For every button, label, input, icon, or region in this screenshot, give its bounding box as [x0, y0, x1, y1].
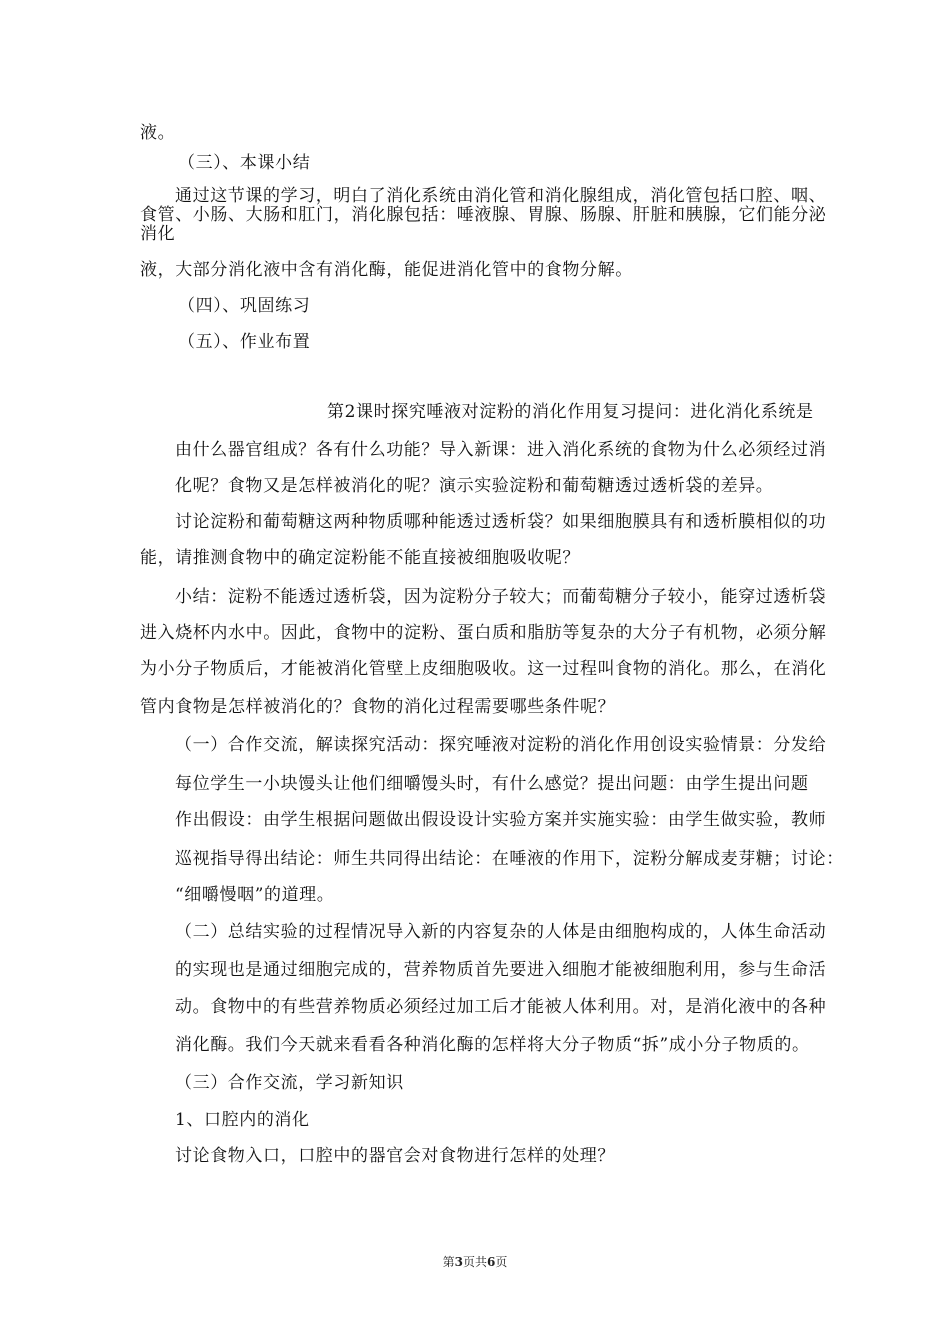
lesson-title-line: 第2课时探究唾液对淀粉的消化作用复习提问：进化消化系统是 [327, 402, 814, 422]
text-line: 每位学生一小块馒头让他们细嚼馒头时，有什么感觉？提出问题：由学生提出问题 [175, 774, 809, 794]
text-line: 消化 [140, 224, 176, 244]
section-heading: （五）、作业布置 [178, 332, 311, 352]
text-line: 化呢？食物又是怎样被消化的呢？演示实验淀粉和葡萄糖透过透析袋的差异。 [175, 476, 774, 496]
subsection-heading: 1、口腔内的消化 [175, 1110, 310, 1130]
text-line: 作出假设：由学生根据问题做出假设设计实验方案并实施实验：由学生做实验，教师 [175, 810, 827, 830]
text-line: （一）合作交流，解读探究活动：探究唾液对淀粉的消化作用创设实验情景：分发给 [175, 735, 827, 755]
section-heading: （三）合作交流，学习新知识 [175, 1073, 404, 1093]
text-line: 讨论食物入口，口腔中的器官会对食物进行怎样的处理？ [175, 1146, 615, 1166]
text-line: 巡视指导得出结论：师生共同得出结论：在唾液的作用下，淀粉分解成麦芽糖；讨论： [175, 849, 844, 869]
text-line: 由什么器官组成？各有什么功能？导入新课：进入消化系统的食物为什么必须经过消 [175, 440, 827, 460]
text-line: 管内食物是怎样被消化的？食物的消化过程需要哪些条件呢？ [140, 697, 616, 717]
text-line: 液，大部分消化液中含有消化酶，能促进消化管中的食物分解。 [140, 260, 633, 280]
text-line: 讨论淀粉和葡萄糖这两种物质哪种能透过透析袋？如果细胞膜具有和透析膜相似的功 [175, 512, 827, 532]
text-line: 液。 [140, 123, 176, 143]
text-line: 动。食物中的有些营养物质必须经过加工后才能被人体利用。对，是消化液中的各种 [175, 997, 827, 1017]
text-line: 小结：淀粉不能透过透析袋，因为淀粉分子较大；而葡萄糖分子较小，能穿过透析袋 [175, 587, 827, 607]
text-line: 通过这节课的学习，明白了消化系统由消化管和消化腺组成，消化管包括口腔、咽、 [175, 186, 827, 206]
text-line: 食管、小肠、大肠和肛门，消化腺包括：唾液腺、胃腺、肠腺、肝脏和胰腺，它们能分泌 [140, 205, 827, 225]
footer-suffix: 页 [495, 1255, 508, 1269]
footer-page-number: 3 [454, 1255, 463, 1269]
section-heading: （四）、巩固练习 [178, 296, 311, 316]
footer-total-pages: 6 [487, 1255, 496, 1269]
text-line: （二）总结实验的过程情况导入新的内容复杂的人体是由细胞构成的，人体生命活动 [175, 922, 827, 942]
text-line: 为小分子物质后，才能被消化管壁上皮细胞吸收。这一过程叫食物的消化。那么，在消化 [140, 659, 827, 679]
text-line: “细嚼慢咽”的道理。 [175, 885, 335, 905]
section-heading: （三）、本课小结 [178, 153, 311, 173]
text-line: 的实现也是通过细胞完成的，营养物质首先要进入细胞才能被细胞利用，参与生命活 [175, 960, 827, 980]
text-line: 消化酶。我们今天就来看看各种消化酶的怎样将大分子物质“拆”成小分子物质的。 [175, 1035, 810, 1055]
page-footer [0, 1253, 950, 1270]
text-line: 进入烧杯内水中。因此，食物中的淀粉、蛋白质和脂肪等复杂的大分子有机物，必须分解 [140, 623, 827, 643]
footer-prefix: 第 [442, 1255, 455, 1269]
footer-middle: 页共 [462, 1255, 487, 1269]
text-line: 能，请推测食物中的确定淀粉能不能直接被细胞吸收呢？ [140, 548, 580, 568]
